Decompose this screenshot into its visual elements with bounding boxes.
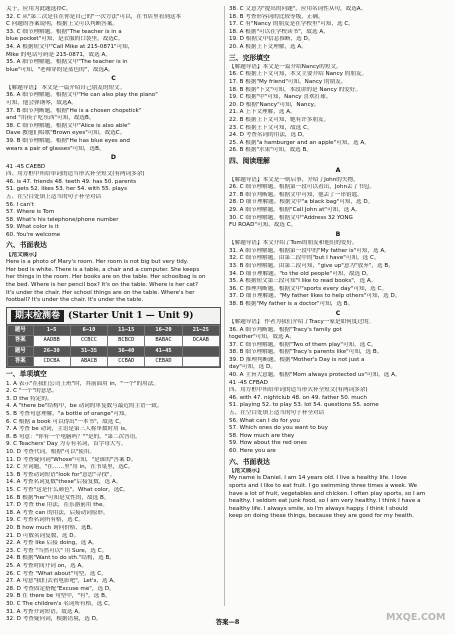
text-line: 32. C 细节理解题。由第二段中的"but I have"可知，选 C。: [229, 255, 380, 262]
text-line: 17. B 根据"My friend"可知，Nancy 的朋友。: [229, 78, 347, 85]
text-line: 40. A 主旨大意题。根据"Mom always protected us"可知，选 A。: [229, 372, 401, 379]
table-cell: 36—40: [108, 346, 145, 356]
text-line: 四、用方框中所给单词的适当形式补全短文(有两词多余): [6, 171, 145, 178]
text-line: Here is a photo of Mary's room. Her room is not big but very tidy.: [6, 259, 189, 266]
text-line: 30. C The children's 名词所有格，选 C。: [6, 600, 114, 607]
text-line: 18. A 考查 can 的用法，后接动词原形。: [6, 509, 109, 516]
answer-block: [6, 164, 221, 240]
text-line: 25. A 考查时间介词 on，选 A。: [6, 562, 87, 569]
answer-block: [229, 6, 447, 52]
answer-key-table: [6, 307, 221, 369]
text-line: 59. What color is it: [6, 224, 59, 231]
table-cell: 41—45: [145, 346, 182, 356]
text-line: 32. D 考查疑问词，根据语境，选 D。: [6, 616, 102, 623]
text-line: 24. D 考查名词的用法，选 D。: [229, 132, 308, 139]
text-line: Dave 教他们唱歌"Brown eyes"可知，故选C。: [6, 130, 126, 137]
answer-block: [229, 240, 447, 308]
text-line: 19. C 根据"中"可知，Nancy 喜欢打球。: [229, 94, 332, 101]
text-line: 22. A 考查 like 后接 doing，选 A。: [6, 540, 98, 547]
text-line: sports and I like to eat fruit. I go swimming three times a week. We: [229, 483, 418, 490]
sample-title: 【范文展示】: [6, 251, 40, 258]
text-line: 37. C 细节理解题。根据"Two of them play"可知，选 C。: [229, 341, 377, 348]
text-line: 56. What can I do for you: [229, 417, 300, 424]
text-line: 18. B 根据"下文"可知，本段讲的是 Nancy 的爱好。: [229, 86, 362, 93]
section-letter: A: [335, 167, 341, 175]
table-cell: BABAC: [145, 336, 182, 346]
text-line: 39. D 推理判断题。根据"Mother's Day is not just a: [229, 356, 365, 363]
sample-essay: [6, 259, 221, 305]
section-heading: 六、书面表达: [229, 457, 270, 466]
text-line: 19. D 根据文中信息推断，选 D。: [229, 36, 314, 43]
table-cell: ABACB: [70, 357, 107, 367]
answer-block: [6, 6, 221, 74]
test-badge: 期末检测卷: [11, 310, 64, 322]
text-line: 60. Here you are: [229, 448, 276, 455]
column-divider: [224, 6, 225, 606]
text-line: 36. C 推理判断题。根据文中"sports every day"可知，选 C。: [229, 285, 388, 292]
table-row: [8, 357, 220, 367]
table-cell: 11—15: [108, 326, 145, 336]
table-cell: CDCBA: [33, 357, 70, 367]
answer-block: [229, 319, 447, 380]
text-line: 6. C 根据 a book 可以得出"一本书"，故选 C。: [6, 418, 125, 425]
text-line: 关于，应用为此题选择C。: [6, 6, 72, 12]
text-line: 51. playing 52. to play 53. lot 54. questions 55. some: [229, 402, 379, 409]
text-line: 四、用方框中所给单词的适当形式补全短文(有两词多余): [229, 387, 368, 394]
text-line: C 问题的答案说明，根据上文可以判断答案。: [6, 21, 118, 28]
test-title: [7, 308, 220, 325]
table-cell: 6—10: [70, 326, 107, 336]
text-line: 26. C 细节理解题。根据第一段可以看出，John丢了书包。: [229, 184, 375, 191]
table-cell: DCAAB: [182, 336, 219, 346]
table-row: [8, 336, 220, 346]
text-line: 36. A 细节判断题。根据"Tracy's family got: [229, 326, 342, 333]
test-units: (Starter Unit 1 — Unit 9): [68, 310, 194, 321]
text-line: 31. A 细节理解题。根据第一段中的"My father is"可知，选 A。: [229, 247, 390, 254]
text-line: keep on doing these things, because they are good for my health.: [229, 513, 415, 520]
text-line: 35. A 细节理解题。根据文中"The teacher is in: [6, 59, 128, 66]
text-line: 2. C "一个"的意思。: [6, 388, 58, 395]
text-line: 38. B 根据"My father is a doctor"可知，选 B。: [229, 300, 354, 307]
section-letter: D: [110, 154, 117, 162]
text-line: 15. C 考查"这是什么颜色"，What color，选C。: [6, 487, 129, 494]
section-heading: 四、阅读理解: [229, 156, 270, 165]
text-line: 【解题导语】 本文是一篇介绍自己朋友的短文。: [6, 84, 126, 91]
table-cell: [182, 357, 219, 367]
text-line: wears a pair of glasses"可知，选B。: [6, 145, 105, 152]
text-line: 26. C 考查 "What about"句型，选 C。: [6, 570, 107, 577]
answer-block: [6, 85, 221, 153]
sample-title: 【范文展示】: [229, 467, 263, 474]
section-letter: B: [335, 230, 341, 238]
text-line: 58. What's his telephone/phone number: [6, 216, 119, 223]
table-cell: CCBAD: [108, 357, 145, 367]
text-line: 1. A 表示"在我们公司上班"时，其前面用 in，"一个"的用法。: [6, 380, 159, 387]
section-heading: 三、完形填空: [229, 53, 270, 62]
text-line: 24. B 根据"Want to do sth."结构，选 B。: [6, 555, 115, 562]
text-line: 27. A 句意"我们去看电影吧"，Let's，选 A。: [6, 578, 119, 585]
text-line: 59. How about the red ones: [229, 440, 307, 447]
text-line: 7. A 考查 be 动词，主语是第三人称单数时用 is。: [6, 426, 131, 433]
text-line: 【解题导语】本文是一则启事，介绍了John的失物。: [229, 176, 359, 183]
text-line: day"可知，选 D。: [229, 364, 276, 371]
text-line: her things in the room. Her books are on the table. Her schoolbag is on: [6, 274, 206, 281]
text-line: 38. C 文意为"提出的问题"，应用名词性从句，故选A。: [229, 6, 367, 12]
text-line: 20. A 根据上下文理解，选 A。: [229, 43, 307, 50]
text-line: 39. B 细节理解题。根据"He has blue eyes and: [6, 137, 130, 144]
text-line: 36. A 细节理解题。根据文中"He can also play the piano": [6, 92, 158, 99]
table-cell: 1—5: [33, 326, 70, 336]
answer-block: [229, 177, 447, 230]
text-line: 8. B 句意："你有一个电脑吗？""是的。"第二次答语。: [6, 433, 141, 440]
text-line: 58. How much are they: [229, 432, 295, 439]
table-cell: 答案: [8, 357, 34, 367]
text-line: 28. D 考查固定搭配"Excuse me"，选 D。: [6, 585, 115, 592]
text-line: 18. B 考查形容词的比较等级，正确。: [229, 13, 324, 20]
table-cell: AADBB: [33, 336, 70, 346]
table-cell: 26—30: [33, 346, 70, 356]
table-cell: 16—20: [145, 326, 182, 336]
text-line: 22. B 根据上下文可知，她有许多朋友。: [229, 116, 330, 123]
text-line: 30. C 细节理解题。根据文中"Address 32 YONG: [229, 214, 353, 221]
section-letter: C: [335, 309, 341, 317]
text-line: 56. I can't: [6, 201, 34, 208]
text-line: healthy life. I always smile, so I'm always happy. I think I should: [229, 505, 408, 512]
text-line: 17. C 有"Nancy 的朋友是在学校里"可知，选 C。: [229, 21, 354, 28]
table-cell: CEBAD: [145, 357, 182, 367]
text-line: healthy. I seldom eat junk food, so I am very healthy. I think I have a: [229, 498, 421, 505]
text-line: 【解题导语】本文是一篇介绍Nancy的短文。: [229, 63, 342, 70]
text-line: 21. A 上下文理解，选 A。: [229, 109, 296, 116]
text-line: 26. B 根据"水果"可知，故选 B。: [229, 147, 312, 154]
text-line: 57. Which ones do you want to buy: [229, 425, 328, 432]
table-row: [8, 326, 220, 336]
text-line: 9. C Teachers' Day 为专有名词，首字母大写。: [6, 441, 127, 448]
text-line: 37. D 细节理解题。"My father likes to help others"可知，选 D。: [229, 293, 401, 300]
table-cell: CCBCC: [70, 336, 107, 346]
text-line: It's under the chair. Her school things are on the table. Where's her: [6, 289, 195, 296]
text-line: football? It's under the chair. It's under the table.: [6, 297, 144, 304]
text-line: 12. C 介词题。"在……里"用 in，在书桌里，选C。: [6, 464, 134, 471]
text-line: 20. D 根据"Nancy"可知，Nancy。: [229, 101, 320, 108]
text-line: 16. B 根据"her"可知是女性的，故选 B。: [6, 494, 110, 501]
text-line: My name is Daniel. I am 14 years old. I live a healthy life. I love: [229, 475, 407, 482]
text-line: 29. A 细节理解题。根据"Call John at"可知，选 A。: [229, 206, 361, 213]
text-line: 41 -45 CFBAD: [229, 379, 268, 386]
text-line: 可知，他会弹钢琴，故选A。: [6, 99, 77, 106]
text-line: 31. A 考查介词短语，故选 A。: [6, 608, 84, 615]
text-line: 13. B 考查动词短语"look for"意思"寻找"。: [6, 471, 116, 478]
section-heading: 一、单项填空: [6, 370, 47, 379]
text-line: 35. A 根据短文第三段可知"I like to read books"，选 A。: [229, 278, 377, 285]
text-line: 23. C 考查 "当然可以" 用 Sure，选 C。: [6, 547, 108, 554]
text-line: 18. A 根据"可以在学校读书"，故选 A。: [229, 28, 329, 35]
answer-block: [229, 380, 447, 456]
text-line: blue"可知，"老师穿的是蓝色的"，故选A。: [6, 66, 114, 73]
text-line: 10. D 考查代词，根据"可以"使用。: [6, 449, 96, 456]
text-line: 5. B 考查句意理解，"a bottle of orange"可知。: [6, 411, 131, 418]
text-line: 33. C 细节理解题。根据"The teacher is in a: [6, 28, 122, 35]
text-line: 14. A 考查名词复数"these"后接复数，选 A。: [6, 479, 122, 486]
text-line: together"可知，故选 A。: [229, 334, 295, 341]
text-line: 29. B 在 there be 句型中，"有"，选 B。: [6, 593, 111, 600]
text-line: 51. gets 52. likes 53. her 54. with 55. plays: [6, 186, 127, 193]
text-line: and "用筷子吃东西"可知，故选B。: [6, 115, 95, 122]
text-line: 38. B 细节理解题。根据"Tracy's parents like"可知，选 B。: [229, 349, 383, 356]
text-line: 41 -45 CAEBD: [6, 163, 46, 170]
text-line: 34. D 细节理解题。"to the old people"可知，故选 D。: [229, 270, 372, 277]
text-line: have a lot of fruit, vegetables and chicken. I often play sports, so I am: [229, 490, 426, 497]
page-number: 答案—8: [215, 618, 240, 626]
watermark-text: MXQE.COM: [386, 612, 446, 623]
text-line: 【解题导语】本文介绍了Tom的朋友和他们的爱好。: [229, 240, 358, 247]
text-line: 32. C 从"第二次是在在你是自己的"一次方法"可以，在书店里看到这本: [6, 13, 182, 20]
text-line: 23. C 根据上下文可知，故选 C。: [229, 124, 313, 131]
text-line: 33. B 细节理解题。由第二段可知，"give up"意为"放弃"，选 B。: [229, 262, 394, 269]
sample-essay: [229, 475, 447, 521]
text-line: 37. B 细节判断题。根据"He is a chosen chopstick": [6, 107, 142, 114]
text-line: 57. Where is Tom: [6, 209, 55, 216]
right-column: [229, 6, 447, 521]
text-line: 46. is 47. friends 48. teeth 49. has 50. parents: [6, 178, 137, 185]
text-line: 【解题导语】 作者为我们介绍了Tracy一家是如何度过的。: [229, 318, 375, 325]
text-line: Mike 的电话号码是 215-0871，故选 A。: [6, 51, 111, 58]
text-line: 21. D 可数名词复数，选 D。: [6, 532, 80, 539]
text-line: the bed. Where is her pencil box? It's on the table. Where is her cat?: [6, 282, 199, 289]
text-line: FU ROAD"可知，故选 C。: [229, 222, 297, 229]
text-line: 19. C 考查名词所有格，选 C。: [6, 517, 84, 524]
table-cell: 题号: [8, 326, 34, 336]
left-column: [6, 6, 221, 624]
text-line: 28. D 细节理解题。根据文中"a black bag"可知，选 D。: [229, 199, 374, 206]
text-line: 20. B how much 询问价格，选B。: [6, 524, 96, 531]
text-line: 17. D 考查 the 用法，在乐器前用 the。: [6, 502, 108, 509]
text-line: 60. You're welcome: [6, 231, 61, 238]
text-line: Her bed is white. There is a table, a chair and a computer. She keeps: [6, 266, 200, 273]
table-cell: 31—35: [70, 346, 107, 356]
answer-block: [6, 381, 221, 624]
table-cell: BCBCD: [108, 336, 145, 346]
text-line: 11. D 考查疑问词"Whose"可知，"是谁的"答案 D。: [6, 456, 137, 463]
text-line: 3. D the 特定的。: [6, 395, 53, 402]
text-line: 16. C 根据上下文可知，本文主要介绍 Nancy 的朋友。: [229, 71, 368, 78]
text-line: 五、在空白处填上适当的句子补全对话: [6, 193, 102, 200]
table-cell: [182, 346, 219, 356]
table-cell: 21—25: [182, 326, 219, 336]
table-cell: 答案: [8, 336, 34, 346]
table-cell: 题号: [8, 346, 34, 356]
text-line: 38. C 细节理解题。根据文中"Alice is also able": [6, 122, 130, 129]
text-line: blue pocket"可知，是衣服的口袋里，故选C。: [6, 36, 124, 43]
answer-block: [229, 64, 447, 155]
text-line: 25. A 根据"a hamburger and an apple"可知，选 A。: [229, 139, 370, 146]
section-letter: C: [111, 75, 116, 83]
text-line: 46. with 47. nightclub 48. on 49. father 50. much: [229, 394, 367, 401]
text-line: 27. B 细节判断题。根据文中可知，他丢了一串钥匙。: [229, 191, 363, 198]
text-line: 五、在空白处填上适当的句子补全对话: [229, 410, 325, 417]
table-row: [8, 346, 220, 356]
text-line: 34. A 根据短文中"Call Mike at 215-0871"可知，: [6, 43, 134, 50]
text-line: 4. A "there be"结构中，be 动词的单复数与最近的主语一致。: [6, 403, 163, 410]
section-heading: 六、书面表达: [6, 241, 47, 250]
